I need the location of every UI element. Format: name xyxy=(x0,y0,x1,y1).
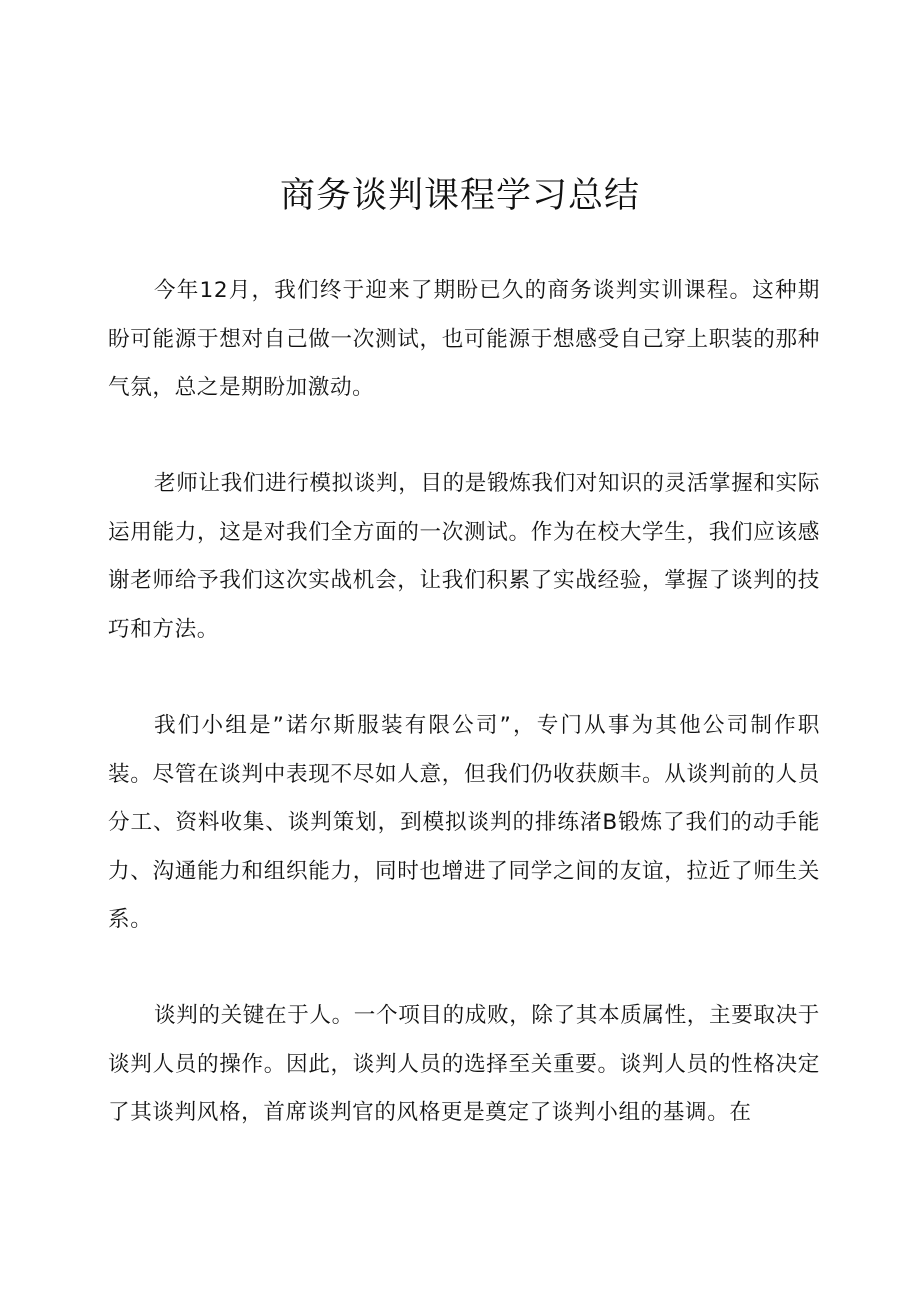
paragraph-2: 老师让我们进行模拟谈判，目的是锻炼我们对知识的灵活掌握和实际运用能力，这是对我们全方面的一次测试。作为在校大学生，我们应该感谢老师给予我们这次实战机会，让我们积累了实战经验，掌握了谈判的技巧和方法。 xyxy=(108,471,820,642)
paragraph-1: 今年12月，我们终于迎来了期盼已久的商务谈判实训课程。这种期盼可能源于想对自己做一次测试，也可能源于想感受自己穿上职装的那种气氛，总之是期盼加激动。 xyxy=(108,278,820,400)
document-title: 商务谈判课程学习总结 xyxy=(279,176,640,216)
paragraph-3: 我们小组是”诺尔斯服装有限公司”，专门从事为其他公司制作职装。尽管在谈判中表现不尽如人意，但我们仍收获颇丰。从谈判前的人员分工、资料收集、谈判策划，到模拟谈判的排练渚B锻炼了我们的动手能力、沟通能力和组织能力，同时也增进了同学之间的友谊，拉近了师生关系。 xyxy=(108,713,820,932)
paragraph-4: 谈判的关键在于人。一个项目的成败，除了其本质属性，主要取决于谈判人员的操作。因此，谈判人员的选择至关重要。谈判人员的性格决定了其谈判风格，首席谈判官的风格更是奠定了谈判小组的基调。在 xyxy=(108,1003,820,1125)
